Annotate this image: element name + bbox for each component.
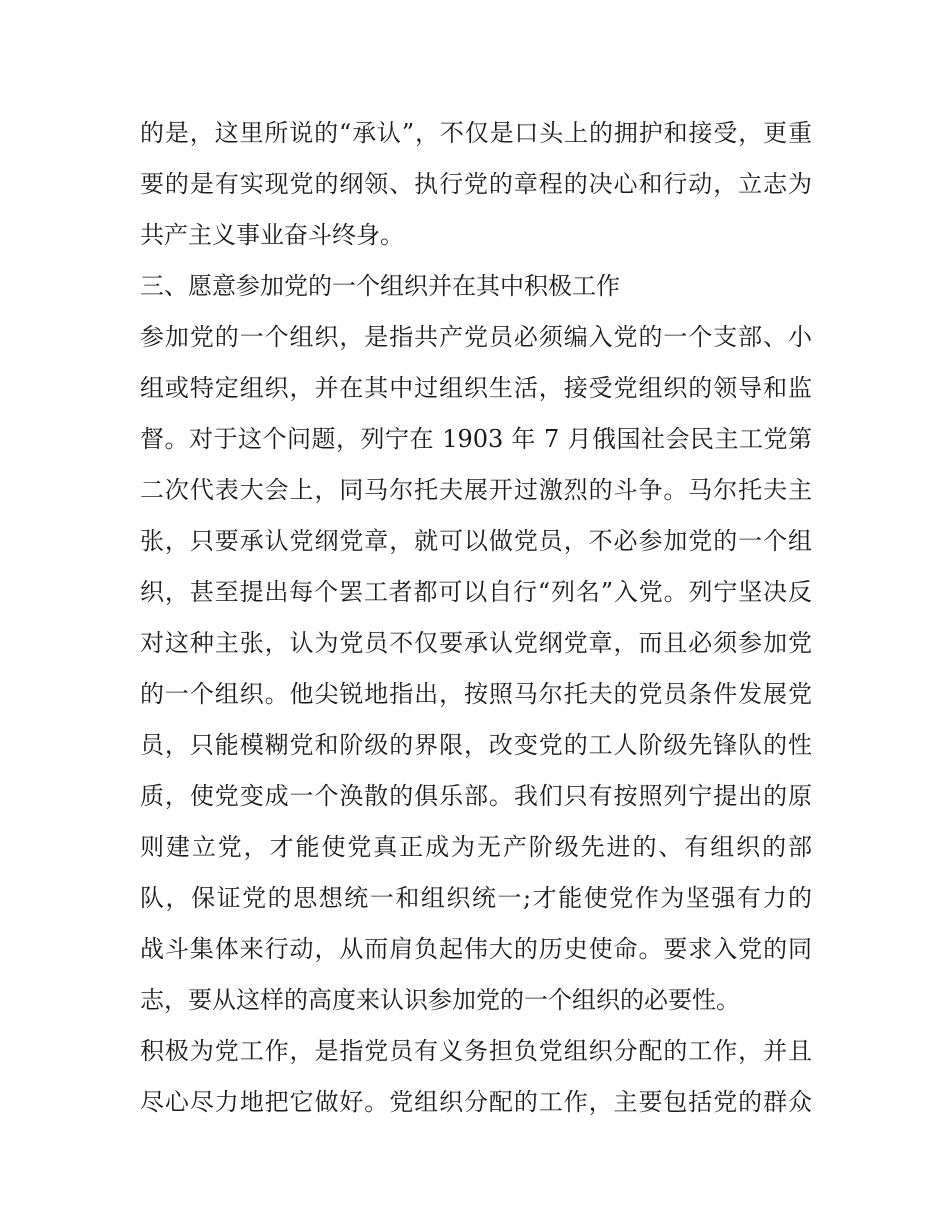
text-line: 战斗集体来行动，从而肩负起伟大的历史使命。要求入党的同 bbox=[140, 935, 812, 963]
text-line: 尽心尽力地把它做好。党组织分配的工作，主要包括党的群众 bbox=[140, 1088, 812, 1116]
text-line: 则建立党，才能使党真正成为无产阶级先进的、有组织的部 bbox=[140, 833, 812, 861]
text-line: 要的是有实现党的纲领、执行党的章程的决心和行动，立志为 bbox=[140, 170, 812, 198]
text-line: 对这种主张，认为党员不仅要承认党纲党章，而且必须参加党 bbox=[140, 629, 812, 657]
text-line: 积极为党工作，是指党员有义务担负党组织分配的工作，并且 bbox=[140, 1037, 812, 1065]
text-line: 志，要从这样的高度来认识参加党的一个组织的必要性。 bbox=[140, 986, 740, 1014]
text-line: 参加党的一个组织，是指共产党员必须编入党的一个支部、小 bbox=[140, 323, 812, 351]
text-line: 员，只能模糊党和阶级的界限，改变党的工人阶级先锋队的性 bbox=[140, 731, 812, 759]
text-line: 织，甚至提出每个罢工者都可以自行“列名”入党。列宁坚决反 bbox=[140, 578, 812, 606]
text-line: 共产主义事业奋斗终身。 bbox=[140, 221, 404, 249]
text-line: 的是，这里所说的“承认”，不仅是口头上的拥护和接受，更重 bbox=[140, 119, 812, 147]
text-line: 张，只要承认党纲党章，就可以做党员，不必参加党的一个组 bbox=[140, 527, 812, 555]
text-line: 三、愿意参加党的一个组织并在其中积极工作 bbox=[140, 272, 620, 300]
text-line: 组或特定组织，并在其中过组织生活，接受党组织的领导和监 bbox=[140, 374, 812, 402]
text-line: 二次代表大会上，同马尔托夫展开过激烈的斗争。马尔托夫主 bbox=[140, 476, 812, 504]
text-line: 督。对于这个问题，列宁在 1903 年 7 月俄国社会民主工党第 bbox=[140, 425, 812, 453]
text-line: 的一个组织。他尖锐地指出，按照马尔托夫的党员条件发展党 bbox=[140, 680, 812, 708]
text-line: 队，保证党的思想统一和组织统一;才能使党作为坚强有力的 bbox=[140, 884, 812, 912]
text-line: 质，使党变成一个涣散的俱乐部。我们只有按照列宁提出的原 bbox=[140, 782, 812, 810]
document-body bbox=[140, 108, 812, 1128]
